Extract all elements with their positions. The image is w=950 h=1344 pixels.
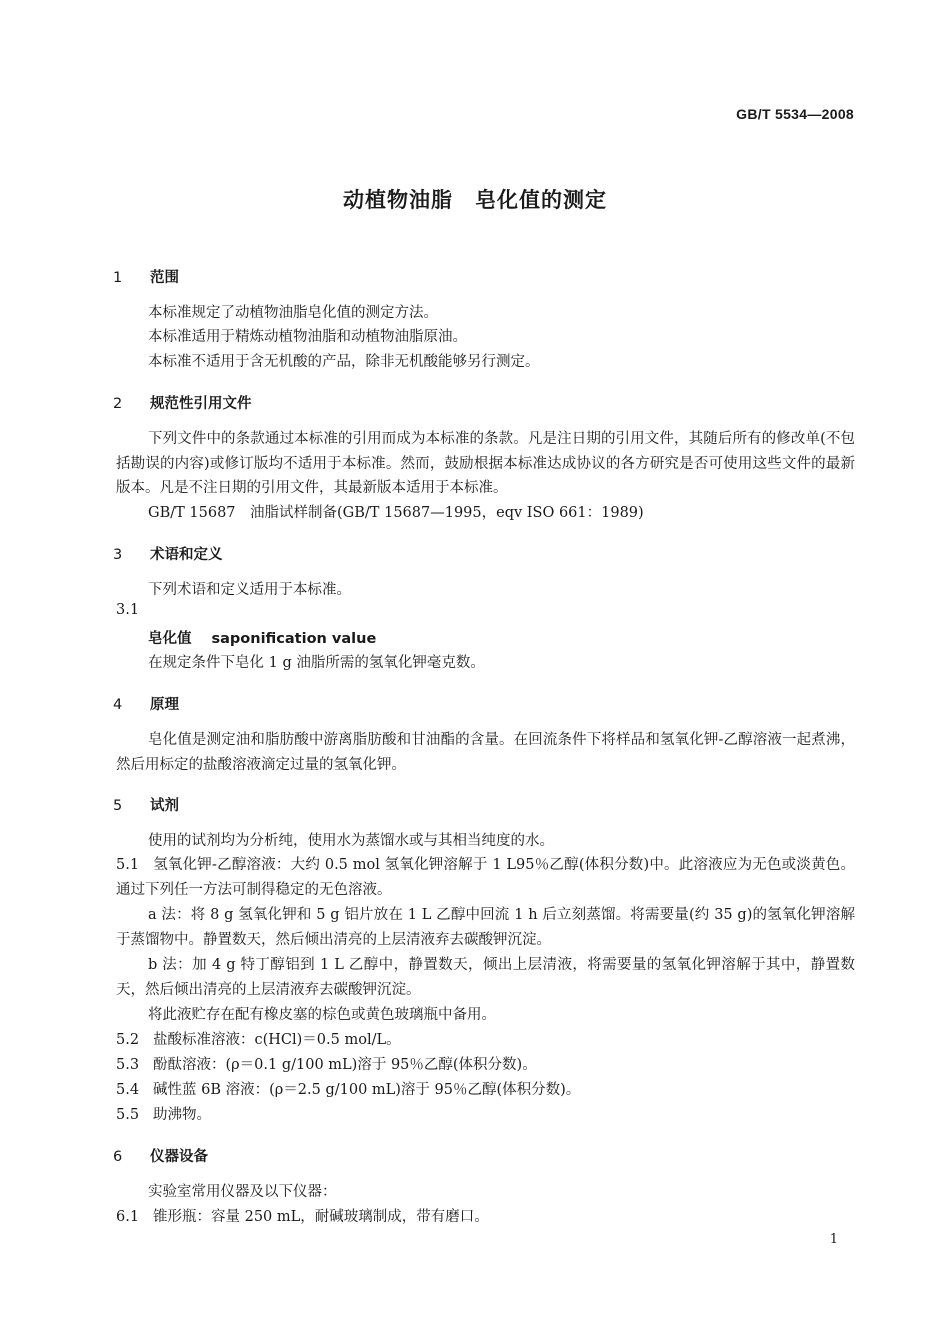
section-title: 仪器设备	[150, 1149, 208, 1165]
document-title: 动植物油脂 皂化值的测定	[343, 188, 607, 212]
clause-number: 5.3	[116, 1057, 140, 1073]
clause-number: 5.5	[116, 1107, 140, 1123]
standard-number: GB/T 5534—2008	[736, 106, 854, 122]
clause-5-2	[116, 1028, 401, 1049]
clause-text: 氢氧化钾-乙醇溶液：大约 0.5 mol 氢氧化钾溶解于 1 L95％乙醇(体积分数)中。此溶液应为无色或淡黄色。通过下列任一方法可制得稳定的无色溶液。	[116, 857, 855, 898]
paragraph: 将此液贮存在配有橡皮塞的棕色或黄色玻璃瓶中备用。	[148, 1007, 496, 1023]
section-number: 6	[113, 1149, 123, 1165]
clause-5-5	[116, 1103, 211, 1124]
section-number: 2	[113, 396, 123, 412]
section-title: 试剂	[150, 798, 179, 814]
clause-number: 6.1	[116, 1209, 140, 1225]
term-english: saponification value	[211, 631, 377, 647]
section-number: 1	[113, 270, 123, 286]
paragraph: 皂化值是测定油和脂肪酸中游离脂肪酸和甘油酯的含量。在回流条件下将样品和氢氧化钾-乙醇溶液一起煮沸，然后用标定的盐酸溶液滴定过量的氢氧化钾。	[116, 732, 855, 773]
clause-5-1	[116, 853, 855, 902]
paragraph: 使用的试剂均为分析纯，使用水为蒸馏水或与其相当纯度的水。	[148, 833, 554, 849]
section-number: 4	[113, 697, 123, 713]
method-a: a 法：将 8 g 氢氧化钾和 5 g 铝片放在 1 L 乙醇中回流 1 h 后立刻蒸馏。将需要量(约 35 g)的氢氧化钾溶解于蒸馏物中。静置数天，然后倾出清亮的上层清液弃去碳酸钾沉淀。	[116, 907, 855, 948]
clause-number: 3.1	[116, 602, 140, 618]
section-title: 原理	[150, 697, 179, 713]
clause-number: 5.2	[116, 1032, 140, 1048]
term-chinese: 皂化值	[148, 631, 192, 647]
method-b: b 法：加 4 g 特丁醇铝到 1 L 乙醇中，静置数天，倾出上层清液，将需要量的氢氧化钾溶解于其中，静置数天，然后倾出清亮的上层清液弃去碳酸钾沉淀。	[116, 957, 855, 998]
clause-6-1	[116, 1205, 489, 1226]
clause-5-3	[116, 1053, 537, 1074]
clause-number: 5.1	[116, 857, 140, 873]
page-number: 1	[829, 1232, 838, 1247]
paragraph: 本标准不适用于含无机酸的产品，除非无机酸能够另行测定。	[148, 354, 540, 370]
paragraph: 本标准适用于精炼动植物油脂和动植物油脂原油。	[148, 329, 467, 345]
section-title: 规范性引用文件	[150, 396, 252, 412]
term-heading	[148, 627, 376, 648]
section-2-heading	[113, 392, 252, 413]
clause-text: 锥形瓶：容量 250 mL，耐碱玻璃制成，带有磨口。	[153, 1209, 489, 1225]
definition: 在规定条件下皂化 1 g 油脂所需的氢氧化钾毫克数。	[148, 655, 485, 671]
section-number: 3	[113, 547, 123, 563]
paragraph: 本标准规定了动植物油脂皂化值的测定方法。	[148, 305, 438, 321]
paragraph: 实验室常用仪器及以下仪器：	[148, 1184, 337, 1200]
section-4-heading	[113, 693, 179, 714]
normative-reference: GB/T 15687 油脂试样制备(GB/T 15687—1995，eqv ISO 661：1989)	[148, 505, 644, 521]
section-5-heading	[113, 794, 179, 815]
section-3-heading	[113, 543, 223, 564]
clause-text: 碱性蓝 6B 溶液：(ρ＝2.5 g/100 mL)溶于 95％乙醇(体积分数)。	[153, 1082, 581, 1098]
paragraph: 下列文件中的条款通过本标准的引用而成为本标准的条款。凡是注日期的引用文件，其随后所有的修改单(不包括勘误的内容)或修订版均不适用于本标准。然而，鼓励根据本标准达成协议的各方研究是否可使用这些文件的最新版本。凡是不注日期的引用文件，其最新版本适用于本标准。	[116, 431, 855, 496]
clause-5-4	[116, 1078, 580, 1099]
clause-text: 酚酞溶液：(ρ＝0.1 g/100 mL)溶于 95％乙醇(体积分数)。	[153, 1057, 537, 1073]
section-number: 5	[113, 798, 123, 814]
clause-text: 助沸物。	[153, 1107, 211, 1123]
section-1-heading	[113, 266, 179, 287]
clause-number: 5.4	[116, 1082, 140, 1098]
clause-text: 盐酸标准溶液：c(HCl)＝0.5 mol/L。	[153, 1032, 401, 1048]
paragraph: 下列术语和定义适用于本标准。	[148, 582, 351, 598]
section-title: 术语和定义	[150, 547, 223, 563]
section-6-heading	[113, 1145, 208, 1166]
section-title: 范围	[150, 270, 179, 286]
